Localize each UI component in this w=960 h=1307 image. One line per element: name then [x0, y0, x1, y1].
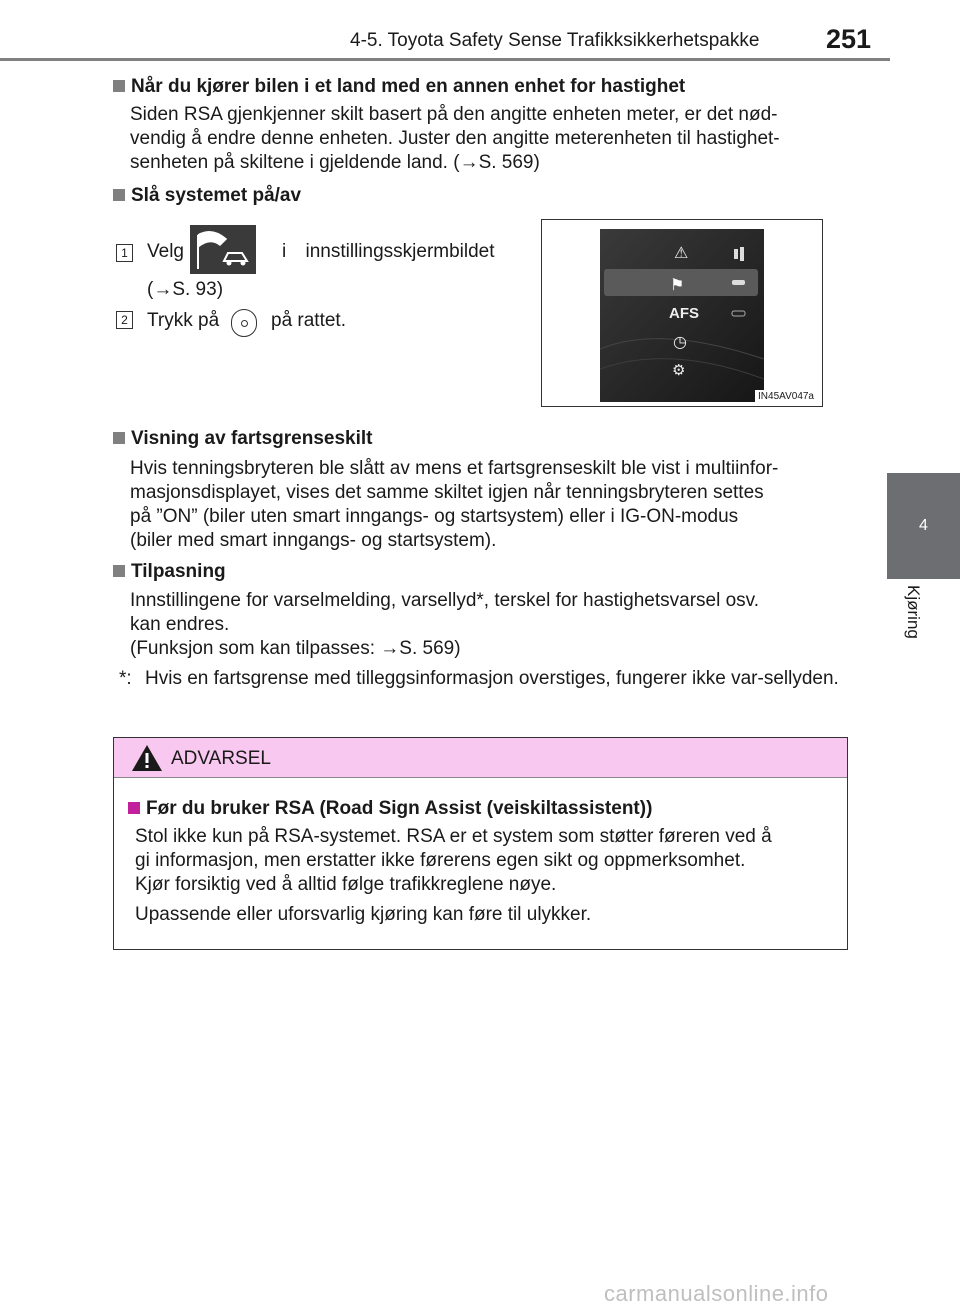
image-code: IN45AV047a [755, 390, 817, 403]
warning-body: Stol ikke kun på RSA-systemet. RSA er et system som støtter føreren ved å gi informasjon, men erstatter ikke førerens egen sikt og oppmerksomhet. Kjør forsiktig ved å alltid følge trafikkreglene nøye. [135, 826, 772, 895]
section-bullet [113, 189, 125, 201]
step-number-2: 2 [116, 311, 133, 329]
step-1-text: i innstillingsskjermbildet [282, 241, 495, 262]
section-body-sign-display: Hvis tenningsbryteren ble slått av mens et fartsgrenseskilt ble vist i multiinfor- masjonsdisplayet, vises det samme skiltet igjen når tenningsbryteren settes på ”ON” (biler uten smart inngangs- og startsystem) eller i IG-ON-modus (biler med smart inngangs- og startsystem). [130, 458, 779, 551]
afs-menu-label: AFS [669, 305, 699, 322]
footnote-text: Hvis en fartsgrense med tilleggsinformasjon overstiges, fungerer ikke var-sellyden. [145, 668, 839, 689]
speed-sign-settings-icon: ⚠ [674, 245, 689, 262]
driver-assist-icon: ⚙ [672, 362, 686, 379]
clock-icon: ◷ [673, 334, 687, 351]
warning-section-title: Før du bruker RSA (Road Sign Assist (veiskiltassistent)) [128, 798, 652, 820]
warning-label: ADVARSEL [171, 748, 271, 769]
section-bullet [113, 80, 125, 92]
step-2-text: på rattet. [271, 310, 346, 331]
chapter-tab-label: Kjøring [904, 585, 923, 639]
step-number-1: 1 [116, 244, 133, 262]
step-1-word: Velg [147, 241, 184, 262]
section-bullet [113, 432, 125, 444]
warning-header [114, 738, 847, 778]
header-rule [0, 58, 890, 61]
footnote-marker: *: [119, 668, 132, 689]
warning-bullet [128, 802, 140, 814]
chapter-tab-label-wrap [887, 585, 960, 675]
chapter-title: 4-5. Toyota Safety Sense Trafikksikkerhetspakke [350, 30, 760, 51]
section-bullet [113, 565, 125, 577]
step-2-word: Trykk på [147, 310, 220, 331]
display-photo [541, 219, 823, 407]
step-1-ref: (→S. 93) [147, 279, 224, 300]
section-title-sign-display: Visning av fartsgrenseskilt [113, 428, 372, 450]
chapter-tab-number: 4 [919, 517, 928, 534]
page-header [0, 0, 960, 62]
warning-extra: Upassende eller uforsvarlig kjøring kan føre til ulykker. [135, 904, 592, 925]
road-sign-assist-icon [190, 225, 256, 274]
section-title-on-off: Slå systemet på/av [113, 185, 301, 207]
road-sign-assist-menu-icon: ⚑ [670, 277, 685, 294]
warning-box [113, 737, 848, 950]
section-body-speed-unit: Siden RSA gjenkjenner skilt basert på den angitte enheten meter, er det nød- vendig å endre denne enheten. Juster den angitte meterenheten til hastighet- senheten på skiltene i gjeldende land. (→S. 569) [130, 104, 780, 173]
section-body-customization: Innstillingene for varselmelding, varsellyd*, terskel for hastighetsvarsel osv. kan endres. (Funksjon som kan tilpasses: →S. 569) [130, 590, 760, 659]
watermark: carmanualsonline.info [604, 1281, 829, 1306]
chapter-tab [887, 473, 960, 579]
section-title-customization: Tilpasning [113, 561, 226, 583]
page-number: 251 [826, 24, 872, 54]
warning-triangle-icon [130, 743, 164, 773]
steering-wheel-button-icon [231, 309, 257, 337]
multi-info-display-image [600, 229, 764, 402]
section-title-speed-unit: Når du kjører bilen i et land med en annen enhet for hastighet [113, 76, 685, 98]
